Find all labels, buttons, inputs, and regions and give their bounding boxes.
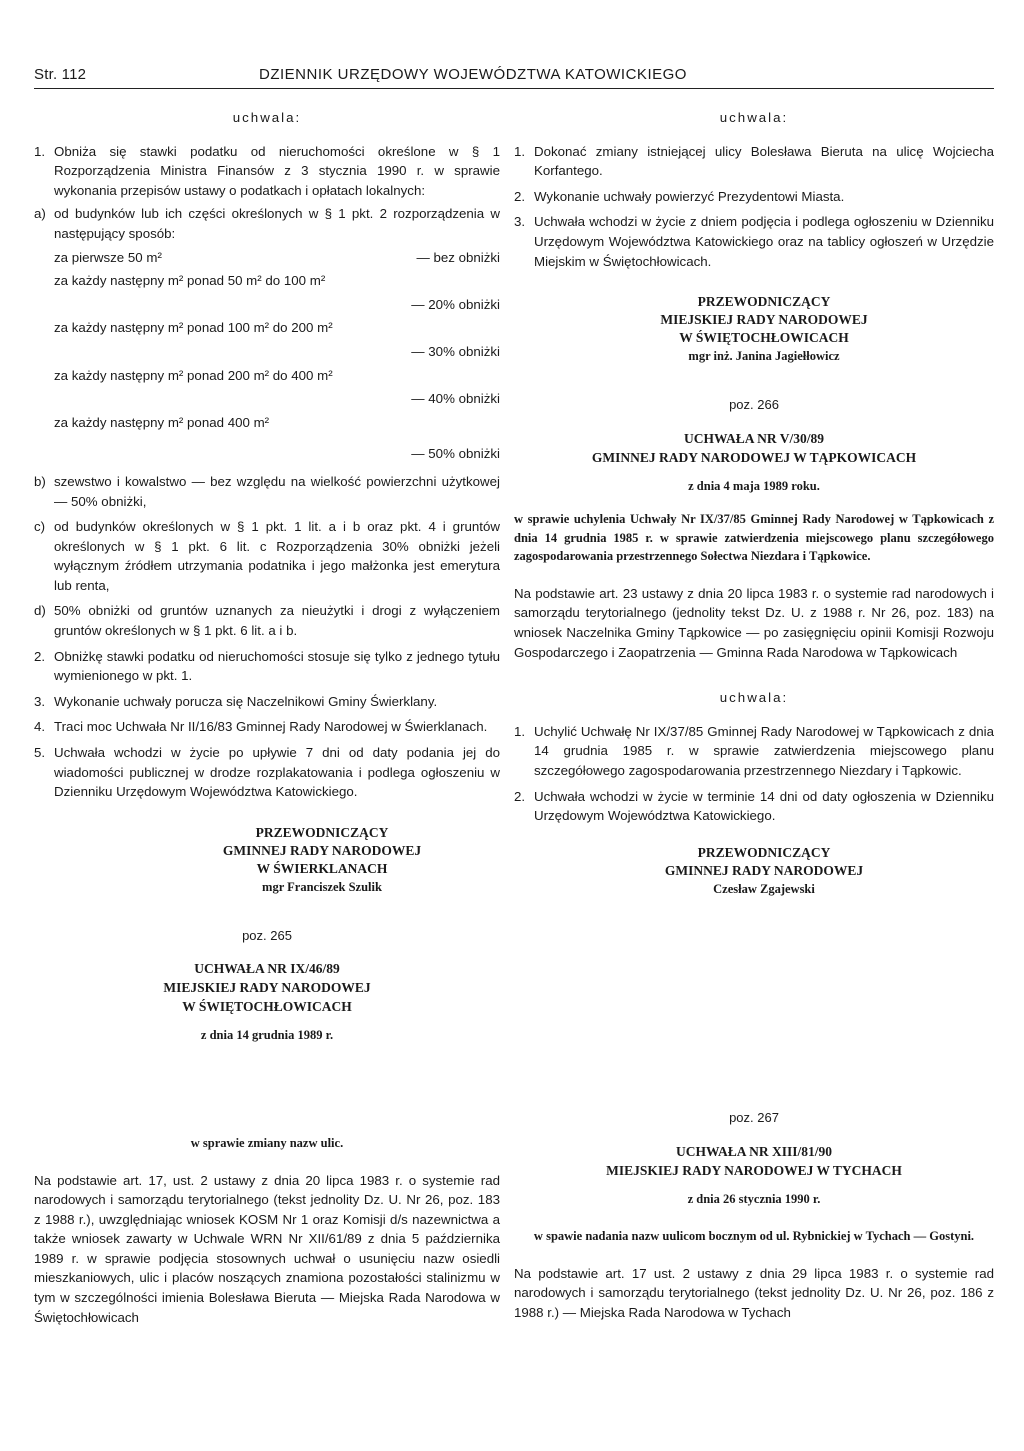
title-line: UCHWAŁA NR V/30/89 [683, 430, 825, 446]
resolution-title [34, 959, 500, 1016]
item-number: 3. [514, 214, 526, 230]
item-number: 1. [34, 143, 46, 159]
signature-line: MIEJSKIEJ RADY NARODOWEJ [660, 312, 868, 328]
item-number: 1. [514, 143, 526, 159]
resolves-heading: uchwala: [719, 110, 789, 125]
rate-label: za każdy następny m² ponad 50 m² do 100 m² [54, 273, 326, 289]
signature-line: W ŚWIERKLANACH [256, 860, 388, 876]
sub-item-b [34, 472, 500, 511]
sub-text: 50% obniżki od gruntów uznanych za nieużytki i drogi z wyłączeniem gruntów określonych w § 1 pkt. 6 lit. a i b. [54, 603, 500, 639]
sub-text: od budynków lub ich części określonych w § 1 pkt. 2 rozporządzenia w następujący sposób: [54, 206, 500, 241]
resolution-title [514, 1142, 994, 1180]
signature-line: GMINNEJ RADY NARODOWEJ [222, 842, 422, 858]
item-number: 2. [34, 648, 46, 664]
resolution-date: z dnia 26 stycznia 1990 r. [687, 1191, 821, 1206]
resolution-date: z dnia 14 grudnia 1989 r. [200, 1028, 334, 1043]
signature-block [514, 844, 994, 898]
sub-label: a) [34, 206, 46, 222]
signatory-name: Czesław Zgajewski [713, 881, 815, 896]
item-text: Wykonanie uchwały porucza się Naczelnikowi Gminy Świerklany. [54, 693, 438, 709]
page-header [34, 66, 994, 86]
preamble: Na podstawie art. 17, ust. 2 ustawy z dnia 20 lipca 1983 r. o systemie rad narodowych i samorządu terytorialnego (tekst jednolity Dz. U. Nr 26, poz. 183 z 1988 r.), uwzględniając wniosek KOSM Nr 1 oraz Komisji d/s nazewnictwa a także wniosek zawarty w Uchwale WRN Nr XII/61/89 z dnia 5 października 1989 r. w sprawie podjęcia stosownych uchwał o usunięciu nazw osiedli mieszkaniowych, ulic i placów noszących znamiona pozostałości stalinizmu w tym w szczególności imienia Bolesława Bieruta — Miejska Rada Narodowa w Świętochłowicach [34, 1172, 500, 1325]
list-item [514, 787, 994, 826]
list-item [514, 187, 994, 207]
header-rule [34, 88, 994, 89]
item-text: Dokonać zmiany istniejącej ulicy Bolesława Bieruta na ulicę Wojciecha Korfantego. [534, 143, 994, 179]
item-number: 5. [34, 745, 46, 761]
item-text: Uchylić Uchwałę Nr IX/37/85 Gminnej Rady Narodowej w Tąpkowicach z dnia 14 grudnia 1985 r. w sprawie zatwierdzenia miejscowego planu szczegółowego zagospodarowania przestrzennego Niezdary i Tąpkowic. [534, 723, 994, 778]
rate-row [34, 248, 500, 268]
item-number: 2. [514, 788, 526, 804]
item-number: 3. [34, 693, 46, 709]
sub-item-a [34, 204, 500, 243]
signature-block [34, 824, 500, 896]
rate-label: za pierwsze 50 m² [54, 249, 162, 265]
rate-value: — 30% obniżki [411, 343, 500, 359]
position-number: poz. 267 [729, 1110, 779, 1125]
sub-label: d) [34, 603, 46, 619]
item-text: Wykonanie uchwały powierzyć Prezydentowi Miasta. [534, 188, 845, 204]
resolution-date: z dnia 4 maja 1989 roku. [688, 478, 820, 493]
signature-line: PRZEWODNICZĄCY [697, 844, 831, 860]
list-item [34, 142, 500, 201]
rate-label: za każdy następny m² ponad 200 m² do 400 m² [54, 367, 333, 383]
signature-block [514, 293, 994, 365]
right-column [514, 108, 994, 898]
item-text: Uchwała wchodzi w życie z dniem podjęcia i podlega ogłoszeniu w Dzienniku Urzędowym Województwa Katowickiego oraz na tablicy ogłoszeń w Urzędzie Miejskim w Świętochłowicach. [534, 214, 994, 269]
resolves-heading: uchwala: [719, 690, 789, 706]
signature-line: PRZEWODNICZĄCY [255, 824, 389, 840]
signature-line: PRZEWODNICZĄCY [697, 294, 831, 310]
list-item [514, 142, 994, 181]
preamble: Na podstawie art. 17 ust. 2 ustawy z dnia 29 lipca 1983 r. o systemie rad narodowych i samorządu terytorialnego (tekst jednolity Dz. U. Nr 26, poz. 186 z 1988 r.) — Miejska Rada Narodowa w Tychach [514, 1265, 994, 1320]
item-number: 1. [514, 723, 526, 739]
signature-line: W ŚWIĘTOCHŁOWICACH [679, 330, 849, 346]
position-number: poz. 265 [242, 927, 292, 943]
signature-line: GMINNEJ RADY NARODOWEJ [664, 862, 864, 878]
rate-value: — bez obniżki [416, 249, 500, 265]
rate-value: — 40% obniżki [411, 391, 500, 407]
left-bottom-block [34, 1134, 500, 1327]
rate-value: — 50% obniżki [411, 446, 500, 462]
sub-item-d [34, 601, 500, 640]
item-text: Obniżkę stawki podatku od nieruchomości stosuje się tylko z jednego tytułu wymienionego w pkt. 1. [54, 648, 500, 684]
resolution-title [514, 429, 994, 467]
item-text: Uchwała wchodzi w życie po upływie 7 dni od daty podania jej do wiadomości publicznej w drodze rozplakatowania i podlega ogłoszeniu w Dzienniku Urzędowym Województwa Katowickiego. [54, 745, 500, 800]
title-line: W ŚWIĘTOCHŁOWICACH [182, 999, 352, 1015]
title-line: MIEJSKIEJ RADY NARODOWEJ [163, 980, 371, 996]
sub-text: od budynków określonych w § 1 pkt. 1 lit. a i b oraz pkt. 4 i gruntów określonych w § 1 pkt. 6 lit. c Rozporządzenia 30% obniżki jeżeli wyłącznym źródłem utrzymania podatnika i jego małżonka jest emerytura lub renta, [54, 519, 500, 593]
resolution-subject: w spawie nadania nazw uulicom bocznym od ul. Rybnickiej w Tychach — Gostyni. [533, 1229, 975, 1244]
signatory-name: mgr inż. Janina Jagiełłowicz [688, 349, 840, 364]
signatory-name: mgr Franciszek Szulik [262, 879, 382, 894]
sub-item-c [34, 517, 500, 595]
right-bottom-block [514, 1108, 994, 1322]
item-text: Obniża się stawki podatku od nieruchomości określone w § 1 Rozporządzenia Ministra Finansów z 3 stycznia 1990 r. w sprawie wykonania przepisów ustawy o podatkach i opłatach lokalnych: [54, 143, 500, 198]
title-line: GMINNEJ RADY NARODOWEJ W TĄPKOWICACH [591, 449, 917, 465]
list-item [34, 717, 500, 737]
journal-title: DZIENNIK URZĘDOWY WOJEWÓDZTWA KATOWICKIEGO [259, 66, 687, 83]
title-line: UCHWAŁA NR IX/46/89 [194, 961, 340, 977]
item-number: 2. [514, 188, 526, 204]
resolution-subject: w sprawie uchylenia Uchwały Nr IX/37/85 Gminnej Rady Narodowej w Tąpkowicach z dnia 14 grudnia 1985 r. w sprawie zatwierdzenia miejscowego planu szczegółowego zagospodarowania przestrzennego Sołectwa Niezdara i Tąpkowice. [514, 512, 994, 564]
sub-label: c) [34, 519, 46, 535]
list-item [514, 212, 994, 271]
item-number: 4. [34, 719, 46, 735]
position-number: poz. 266 [729, 397, 779, 413]
list-item [34, 743, 500, 802]
list-item [34, 692, 500, 712]
title-line: MIEJSKIEJ RADY NARODOWEJ W TYCHACH [606, 1162, 902, 1178]
list-item [34, 647, 500, 686]
rate-label: za każdy następny m² ponad 100 m² do 200 m² [54, 320, 333, 336]
page-number: Str. 112 [34, 66, 87, 83]
rate-value: — 20% obniżki [411, 296, 500, 312]
sub-text: szewstwo i kowalstwo — bez względu na wielkość powierzchni użytkowej — 50% obniżki, [54, 473, 500, 509]
title-line: UCHWAŁA NR XIII/81/90 [675, 1143, 833, 1159]
item-text: Uchwała wchodzi w życie w terminie 14 dni od daty ogłoszenia w Dzienniku Urzędowym Województwa Katowickiego. [534, 788, 994, 824]
item-text: Traci moc Uchwała Nr II/16/83 Gminnej Rady Narodowej w Świerklanach. [54, 719, 488, 735]
sub-label: b) [34, 473, 46, 489]
resolves-heading: uchwala: [232, 110, 302, 125]
list-item [514, 722, 994, 781]
left-column [34, 108, 500, 1046]
resolution-subject: w sprawie zmiany nazw ulic. [190, 1136, 344, 1150]
preamble: Na podstawie art. 23 ustawy z dnia 20 lipca 1983 r. o systemie rad narodowych i samorządu terytorialnego (jednolity tekst Dz. U. z 1988 r. Nr 26, poz. 183) na wniosek Naczelnika Gminy Tąpkowice — po zasięgnięciu opinii Komisji Rozwoju Gospodarczego i Zaopatrzenia — Gminna Rada Narodowa w Tąpkowicach [514, 585, 994, 660]
rate-label: za każdy następny m² ponad 400 m² [54, 414, 270, 430]
